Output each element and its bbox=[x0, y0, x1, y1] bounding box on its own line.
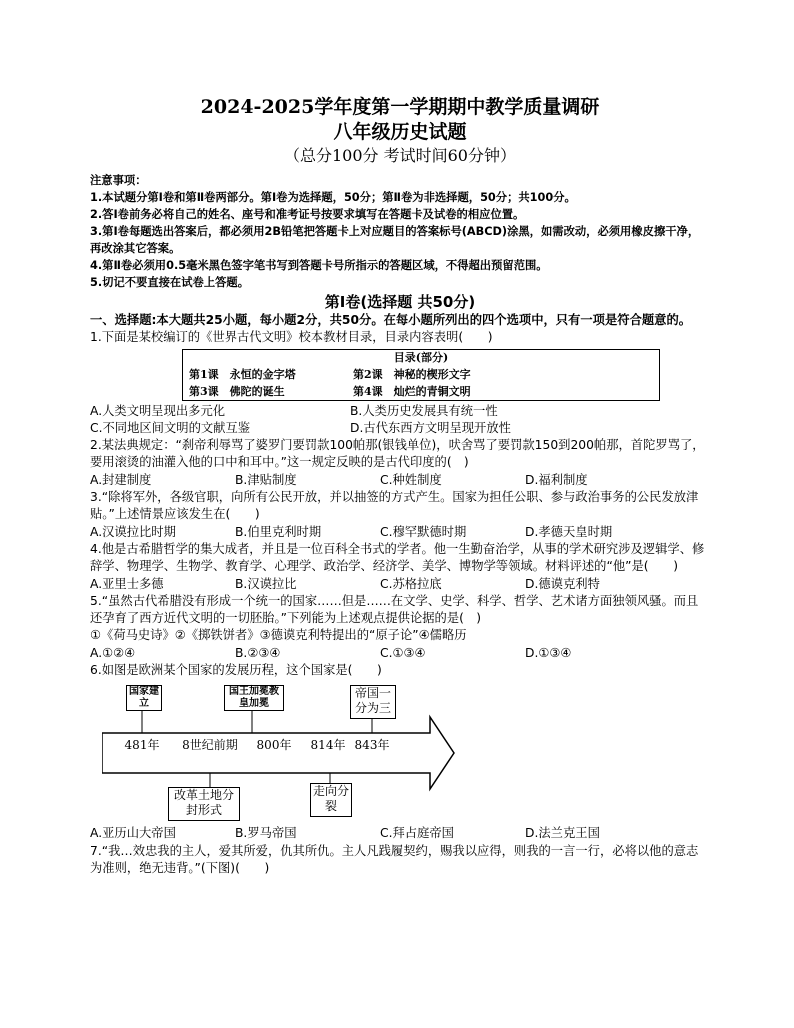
question-3-options bbox=[90, 524, 710, 541]
question-4-options bbox=[90, 576, 710, 593]
question-6-stem: 6.如图是欧洲某个国家的发展历程，这个国家是( ) bbox=[90, 663, 382, 678]
exam-title: 2024-2025学年度第一学期期中教学质量调研 bbox=[200, 96, 600, 118]
option-b: B.人类历史发展具有统一性 bbox=[350, 403, 498, 418]
question-5-items: ①《荷马史诗》②《掷铁饼者》③德谟克利特提出的“原子论”④儒略历 bbox=[90, 628, 467, 643]
option-d: D.法兰克王国 bbox=[525, 826, 600, 841]
option-c: C.不同地区间文明的文献互鉴 bbox=[90, 420, 251, 435]
note-item: 1.本试题分第Ⅰ卷和第Ⅱ卷两部分。第Ⅰ卷为选择题，50分；第Ⅱ卷为非选择题，50分；共100分。 bbox=[90, 191, 576, 204]
timeline-figure bbox=[102, 683, 464, 823]
option-c: C.拜占庭帝国 bbox=[380, 826, 454, 841]
section-title: 第Ⅰ卷(选择题 共50分) bbox=[324, 293, 476, 311]
option-a: A.①②④ bbox=[90, 645, 136, 660]
question-1-options bbox=[90, 420, 710, 437]
option-a: A.汉谟拉比时期 bbox=[90, 524, 176, 539]
timeline-box-founded: 国家建立 bbox=[126, 685, 162, 711]
question-5-options bbox=[90, 645, 710, 662]
toc-entry: 第1课 永恒的金字塔 bbox=[189, 367, 296, 381]
section-intro: 一、选择题:本大题共25小题，每小题2分，共50分。在每小题所列出的四个选项中，只有一项是符合题意的。 bbox=[90, 313, 692, 327]
option-b: B.伯里克利时期 bbox=[235, 524, 322, 539]
question-2-stem: 2.某法典规定：“刹帝利辱骂了婆罗门要罚款100帕那(银钱单位)，吠舍骂了要罚款150到200帕那，首陀罗骂了，要用滚烫的油灌入他的口中和耳中。”这一规定反映的是古代印度的( ) bbox=[90, 438, 705, 470]
exam-page bbox=[90, 95, 710, 877]
timeline-box-coronation: 国王加冕教皇加冕 bbox=[224, 685, 284, 711]
option-d: D.福利制度 bbox=[525, 472, 588, 487]
question-1-options bbox=[90, 403, 710, 420]
question-5-stem: 5.“虽然古代希腊没有形成一个统一的国家……但是……在文学、史学、科学、哲学、艺术诸方面独领风骚。而且还孕育了西方近代文明的一切胚胎。”下列能为上述观点提供论据的是( ) bbox=[90, 593, 699, 626]
toc-entry: 第2课 神秘的楔形文字 bbox=[353, 367, 471, 381]
timeline-box-split-three: 帝国一分为三 bbox=[350, 685, 396, 719]
question-6-options bbox=[90, 825, 710, 842]
exam-info: （总分100分 考试时间60分钟） bbox=[284, 146, 516, 165]
note-item: 2.答Ⅰ卷前务必将自己的姓名、座号和准考证号按要求填写在答题卡及试卷的相应位置。 bbox=[90, 208, 525, 221]
timeline-box-land-reform: 改革土地分封形式 bbox=[168, 787, 240, 821]
option-a: A.封建制度 bbox=[90, 472, 152, 487]
question-1-stem: 1.下面是某校编订的《世界古代文明》校本教材目录，目录内容表明( ) bbox=[90, 330, 493, 345]
timeline-year: 843年 bbox=[354, 738, 390, 753]
option-c: C.穆罕默德时期 bbox=[380, 524, 467, 539]
timeline-year: 8世纪前期 bbox=[182, 738, 238, 753]
notes-block bbox=[90, 172, 710, 291]
option-a: A.亚里士多德 bbox=[90, 576, 164, 591]
exam-subtitle: 八年级历史试题 bbox=[333, 121, 467, 143]
option-c: C.种姓制度 bbox=[380, 472, 442, 487]
note-item: 3.第Ⅰ卷每题选出答案后，都必须用2B铅笔把答题卡上对应题目的答案标号(ABCD)涂黑，如需改动，必须用橡皮擦干净，再改涂其它答案。 bbox=[90, 225, 700, 255]
option-d: D.①③④ bbox=[525, 645, 572, 660]
option-c: C.①③④ bbox=[380, 645, 426, 660]
option-b: B.汉谟拉比 bbox=[235, 576, 297, 591]
option-a: A.亚历山大帝国 bbox=[90, 826, 176, 841]
option-c: C.苏格拉底 bbox=[380, 576, 442, 591]
timeline-year: 814年 bbox=[310, 738, 346, 753]
question-4-stem: 4.他是古希腊哲学的集大成者，并且是一位百科全书式的学者。他一生勤奋治学，从事的学术研究涉及逻辑学、修辞学、物理学、生物学、教育学、心理学、政治学、经济学、美学、博物学等领域。材料评述的“他”是( ) bbox=[90, 541, 705, 574]
timeline-year: 800年 bbox=[256, 738, 292, 753]
question-2-options bbox=[90, 472, 710, 489]
note-item: 5.切记不要直接在试卷上答题。 bbox=[90, 276, 250, 289]
option-d: D.古代东西方文明呈现开放性 bbox=[350, 420, 511, 435]
notes-heading: 注意事项： bbox=[90, 174, 147, 187]
option-b: B.罗马帝国 bbox=[235, 826, 297, 841]
question-7-stem: 7.“我…效忠我的主人，爱其所爱，仇其所仇。主人凡践履契约，赐我以应得，则我的一言一行，必将以他的意志为准则，绝无违背。”(下图)( ) bbox=[90, 843, 699, 875]
timeline-year: 481年 bbox=[124, 738, 160, 753]
option-b: B.津贴制度 bbox=[235, 472, 297, 487]
note-item: 4.第Ⅱ卷必须用0.5毫米黑色签字笔书写到答题卡号所指示的答题区域，不得超出预留范围。 bbox=[90, 259, 548, 272]
option-d: D.孝德天皇时期 bbox=[525, 524, 613, 539]
option-a: A.人类文明呈现出多元化 bbox=[90, 403, 226, 418]
timeline-box-division: 走向分裂 bbox=[310, 783, 352, 817]
option-d: D.德谟克利特 bbox=[525, 576, 600, 591]
toc-header: 目录(部分) bbox=[393, 350, 449, 364]
question-3-stem: 3.“除将军外，各级官职，向所有公民开放，并以抽签的方式产生。国家为担任公职、参与政治事务的公民发放津贴。”上述情景应该发生在( ) bbox=[90, 490, 699, 522]
toc-entry: 第4课 灿烂的青铜文明 bbox=[353, 384, 471, 398]
toc-table bbox=[182, 349, 660, 401]
toc-entry: 第3课 佛陀的诞生 bbox=[189, 384, 285, 398]
option-b: B.②③④ bbox=[235, 645, 281, 660]
